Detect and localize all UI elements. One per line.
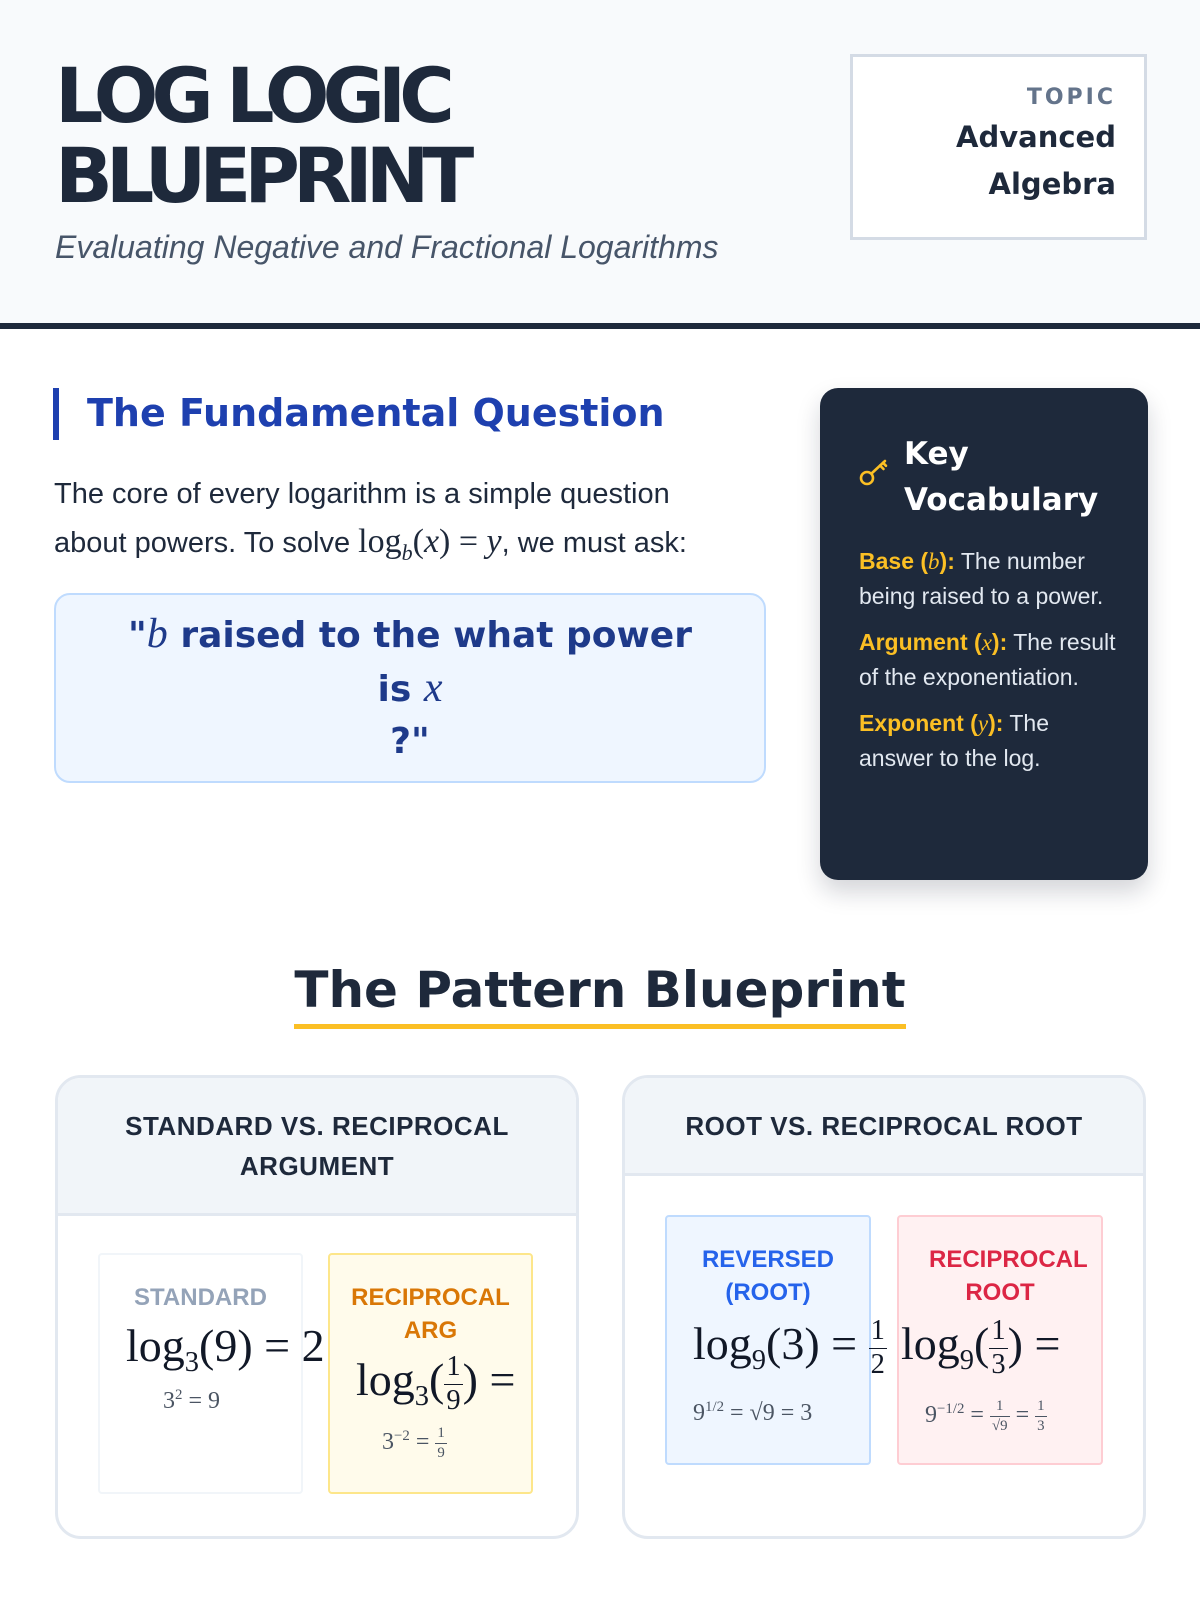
vocab-term-symbol: y [977,711,989,736]
vocabulary-list [859,544,1119,787]
quote-variable-b: b [146,611,168,657]
pattern-section-title: The Pattern Blueprint [294,958,905,1029]
vocab-definition: The result of the exponentiation. [859,629,1116,690]
example-label: REVERSED (ROOT) [701,1246,835,1306]
quote-open: " [128,615,147,656]
card-heading: STANDARD VS. RECIPROCAL ARGUMENT [58,1078,576,1216]
card-heading: ROOT VS. RECIPROCAL ROOT [625,1078,1143,1176]
example-equation: $\log_9$( $\frac{1}{3}$ ) = [901,1315,1061,1380]
topic-card [850,54,1147,240]
vocab-item-exponent [859,706,1119,775]
topic-value-line-2: Algebra [988,167,1116,201]
topic-value-line-1: Advanced [956,120,1116,154]
vocab-item-argument [859,625,1119,694]
example-check: $9^{1/2} = √9 = 3$ [693,1399,813,1426]
key-icon [858,456,890,488]
intro-text-before: about powers. To solve [54,527,351,559]
vocab-definition: The answer to the log. [859,710,1050,771]
example-equation: $\log_3(9) = 2$ [126,1320,325,1379]
vocab-term-name: Exponent [859,710,964,736]
topic-value [853,114,1116,208]
example-label: STANDARD [134,1284,267,1311]
vocab-term-symbol: b [928,549,940,574]
fundamental-intro [54,470,774,577]
example-label: RECIPROCAL ARG [351,1284,510,1344]
vocab-term: Argument (x): [859,629,1008,655]
example-check: $9^{-1/2}$ = $\frac{1}{√9}$ = $\frac{1}{3}$ [925,1398,1045,1434]
fundamental-question-text [116,608,704,768]
vocabulary-title: Key Vocabulary [904,436,1099,518]
example-equation: $\log_3$( $\frac{1}{9}$ ) = [356,1351,516,1416]
pattern-card-standard-vs-reciprocal [55,1075,579,1539]
page-title [55,51,468,220]
example-reversed-root [665,1215,885,1465]
vocab-term-name: Argument [859,629,968,655]
example-check: $3^{-2}$ = $\frac{1}{9}$ [382,1425,445,1461]
title-line-1: LOG LOGIC [55,51,448,140]
example-label: RECIPROCAL ROOT [929,1246,1088,1306]
key-vocabulary-panel [820,388,1148,880]
intro-line-1: The core of every logarithm is a simple question [54,478,670,510]
pattern-section-title-wrap [0,958,1200,1029]
quote-variable-x: x [423,665,443,711]
title-line-2: BLUEPRINT [55,131,468,220]
intro-line-2 [54,518,774,577]
example-reciprocal-root [897,1215,1103,1465]
page-subtitle: Evaluating Negative and Fractional Logarithms [55,229,719,265]
vocab-item-base [859,544,1119,613]
example-standard [98,1253,325,1494]
page-header [0,0,1200,329]
vocab-term: Base (b): [859,548,955,574]
topic-label: TOPIC [1026,85,1116,110]
fundamental-question-callout [54,593,766,783]
intro-formula: $\log_b(x) = y$ [358,523,502,565]
quote-end: ?" [390,721,430,762]
pattern-card-root-vs-reciprocal-root [622,1075,1146,1539]
vocab-term: Exponent (y): [859,710,1004,736]
example-reciprocal-arg [328,1253,533,1494]
example-check: $3^2 = 9$ [163,1387,220,1414]
vocab-term-symbol: x [981,630,992,655]
example-equation: $\log_9(3)$ = $\frac{1}{2}$ [693,1315,885,1380]
section-heading-fundamental: The Fundamental Question [53,388,665,440]
vocab-definition: The number being raised to a power. [859,548,1104,609]
quote-middle: raised to the what power is [167,615,692,710]
intro-text-after: , we must ask: [501,527,687,559]
vocab-term-name: Base [859,548,914,574]
